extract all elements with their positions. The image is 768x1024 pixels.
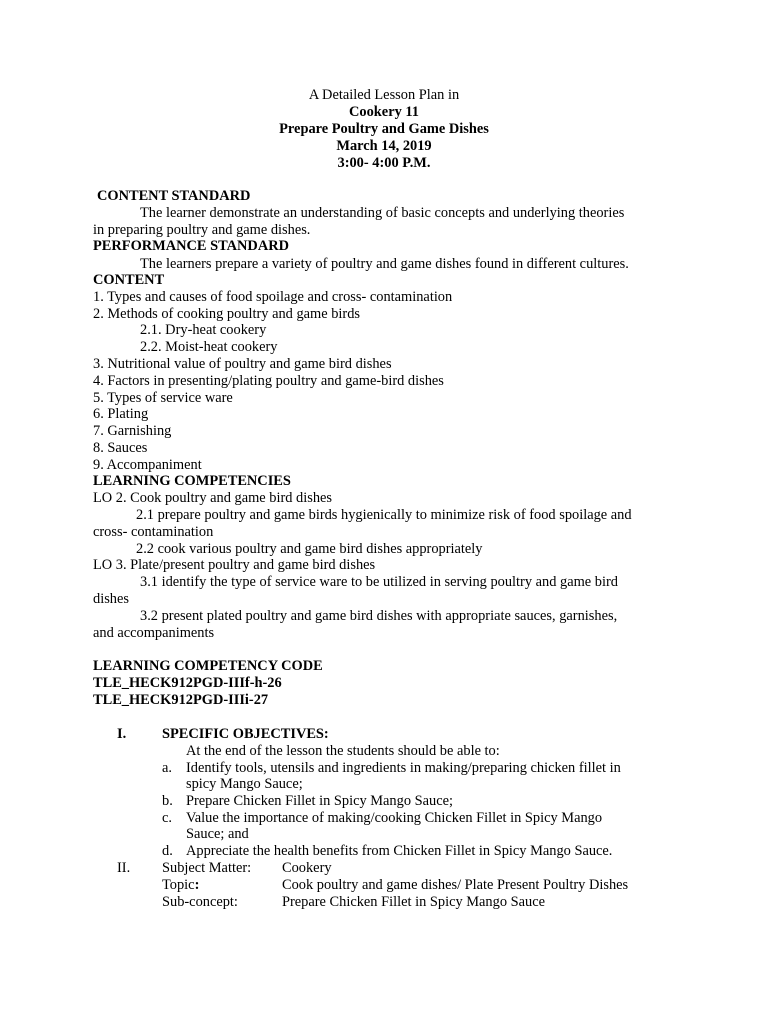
content-subitem: 2.1. Dry-heat cookery — [140, 322, 267, 338]
content-item: 4. Factors in presenting/plating poultry and game-bird dishes — [93, 373, 444, 389]
competency-code-heading: LEARNING COMPETENCY CODE — [93, 658, 323, 674]
objective-text-cont: spicy Mango Sauce; — [186, 776, 303, 792]
competency-code: TLE_HECK912PGD-IIIi-27 — [93, 692, 269, 708]
learning-competencies-heading: LEARNING COMPETENCIES — [93, 473, 291, 489]
sub-concept-label: Sub-concept: — [162, 894, 238, 910]
lo2-1-text-cont: cross- contamination — [93, 524, 214, 540]
objective-letter: d. — [162, 843, 173, 859]
lo3-text: LO 3. Plate/present poultry and game bird dishes — [93, 557, 376, 573]
doc-subject: Cookery 11 — [349, 104, 419, 120]
content-subitem: 2.2. Moist-heat cookery — [140, 339, 278, 355]
lo2-1-text: 2.1 prepare poultry and game birds hygienically to minimize risk of food spoilage and — [136, 507, 632, 523]
competency-code: TLE_HECK912PGD-IIIf-h-26 — [93, 675, 282, 691]
content-item: 1. Types and causes of food spoilage and cross- contamination — [93, 289, 453, 305]
content-item: 9. Accompaniment — [93, 457, 202, 473]
objective-letter: a. — [162, 760, 172, 776]
subject-matter-label: Subject Matter: — [162, 860, 252, 876]
content-standard-heading: CONTENT STANDARD — [97, 188, 251, 204]
doc-time: 3:00- 4:00 P.M. — [337, 155, 431, 171]
topic-label — [162, 877, 199, 894]
topic-value: Cook poultry and game dishes/ Plate Present Poultry Dishes — [282, 877, 629, 893]
content-heading: CONTENT — [93, 272, 165, 288]
performance-standard-text: The learners prepare a variety of poultry and game dishes found in different cultures. — [140, 256, 629, 272]
lo2-2-text: 2.2 cook various poultry and game bird dishes appropriately — [136, 541, 483, 557]
lo3-2-text: 3.2 present plated poultry and game bird dishes with appropriate sauces, garnishes, — [140, 608, 618, 624]
subject-matter-value: Cookery — [282, 860, 332, 876]
section-numeral-ii: II. — [117, 860, 131, 876]
objective-text: Identify tools, utensils and ingredients in making/preparing chicken fillet in — [186, 760, 621, 776]
doc-topic: Prepare Poultry and Game Dishes — [279, 121, 489, 137]
objectives-heading: SPECIFIC OBJECTIVES: — [162, 726, 329, 742]
objective-letter: c. — [162, 810, 172, 826]
objective-text: Value the importance of making/cooking Chicken Fillet in Spicy Mango — [186, 810, 603, 826]
performance-standard-heading: PERFORMANCE STANDARD — [93, 238, 290, 254]
content-standard-text-cont: in preparing poultry and game dishes. — [93, 222, 311, 238]
content-item: 7. Garnishing — [93, 423, 172, 439]
content-standard-text: The learner demonstrate an understanding of basic concepts and underlying theories — [140, 205, 625, 221]
lo3-1-text: 3.1 identify the type of service ware to be utilized in serving poultry and game bird — [140, 574, 618, 590]
topic-label-colon: : — [194, 877, 200, 893]
objective-letter: b. — [162, 793, 173, 809]
lo3-1-text-cont: dishes — [93, 591, 129, 607]
lo3-2-text-cont: and accompaniments — [93, 625, 215, 641]
content-item: 8. Sauces — [93, 440, 148, 456]
objectives-intro: At the end of the lesson the students should be able to: — [186, 743, 500, 759]
lo2-text: LO 2. Cook poultry and game bird dishes — [93, 490, 333, 506]
content-item: 3. Nutritional value of poultry and game bird dishes — [93, 356, 392, 372]
objective-text: Prepare Chicken Fillet in Spicy Mango Sauce; — [186, 793, 453, 809]
section-numeral-i: I. — [117, 726, 127, 742]
topic-label-text: Topic — [162, 877, 195, 893]
content-item: 5. Types of service ware — [93, 390, 233, 406]
content-item: 6. Plating — [93, 406, 149, 422]
doc-date: March 14, 2019 — [336, 138, 432, 154]
objective-text: Appreciate the health benefits from Chicken Fillet in Spicy Mango Sauce. — [186, 843, 613, 859]
doc-title-line1: A Detailed Lesson Plan in — [308, 87, 460, 103]
sub-concept-value: Prepare Chicken Fillet in Spicy Mango Sauce — [282, 894, 545, 910]
objective-text-cont: Sauce; and — [186, 826, 249, 842]
content-item: 2. Methods of cooking poultry and game birds — [93, 306, 360, 322]
